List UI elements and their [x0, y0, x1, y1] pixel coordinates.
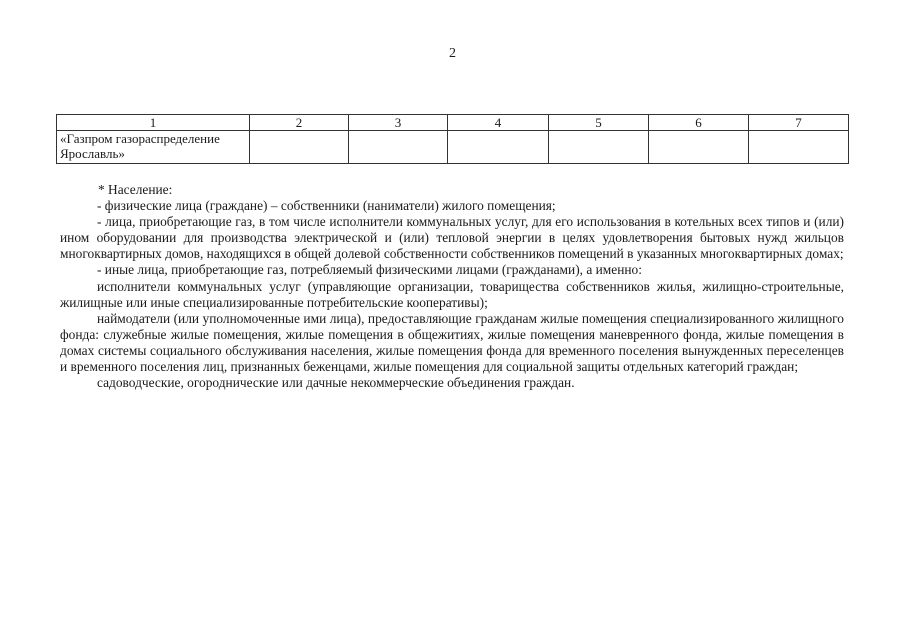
document-body	[60, 182, 844, 391]
paragraph: наймодатели (или уполномоченные ими лица), предоставляющие гражданам жилые помещения специализированного жилищного фонда: служебные жилые помещения, жилые помещения в общежитиях, жилые помещения маневренного фонда, жилые помещения в домах системы социального обслуживания населения, жилые помещения фонда для временного поселения вынужденных переселенцев и временного поселения лиц, признанных беженцами, жилые помещения для социальной защиты отдельных категорий граждан;	[60, 310, 844, 375]
tariff-table	[56, 114, 849, 164]
table-header-cell: 5	[549, 115, 649, 131]
paragraph: исполнители коммунальных услуг (управляющие организации, товарищества собственников жилья, жилищно-строительные, жилищные или иные специализированные потребительские кооперативы);	[60, 278, 844, 310]
table-cell	[549, 131, 649, 164]
page-number: 2	[449, 46, 456, 61]
table-cell	[448, 131, 549, 164]
table-header-row	[57, 115, 849, 131]
table-header-cell: 1	[57, 115, 250, 131]
table-header-cell: 2	[250, 115, 349, 131]
table-cell	[349, 131, 448, 164]
paragraph: - физические лица (граждане) – собственники (наниматели) жилого помещения;	[97, 198, 556, 214]
paragraph: садоводческие, огороднические или дачные некоммерческие объединения граждан.	[97, 375, 575, 391]
table-header-cell: 3	[349, 115, 448, 131]
table-header-cell: 6	[649, 115, 749, 131]
table-cell	[649, 131, 749, 164]
table-cell-organization: «Газпром газораспределение Ярославль»	[57, 131, 250, 164]
table-cell	[749, 131, 849, 164]
table-row	[57, 131, 849, 164]
table-header-cell: 7	[749, 115, 849, 131]
table-header-cell: 4	[448, 115, 549, 131]
paragraph: - иные лица, приобретающие газ, потребляемый физическими лицами (гражданами), а именно:	[97, 262, 642, 278]
table-cell	[250, 131, 349, 164]
paragraph-population-heading: * Население:	[98, 182, 173, 197]
paragraph: - лица, приобретающие газ, в том числе исполнители коммунальных услуг, для его использования в котельных всех типов и (или) ином оборудовании для производства электрической и (или) тепловой энергии в целях удовлетворения бытовых нужд жильцов многоквартирных домов, находящихся в общей долевой собственности собственников помещений в указанных многоквартирных домах;	[60, 214, 844, 262]
